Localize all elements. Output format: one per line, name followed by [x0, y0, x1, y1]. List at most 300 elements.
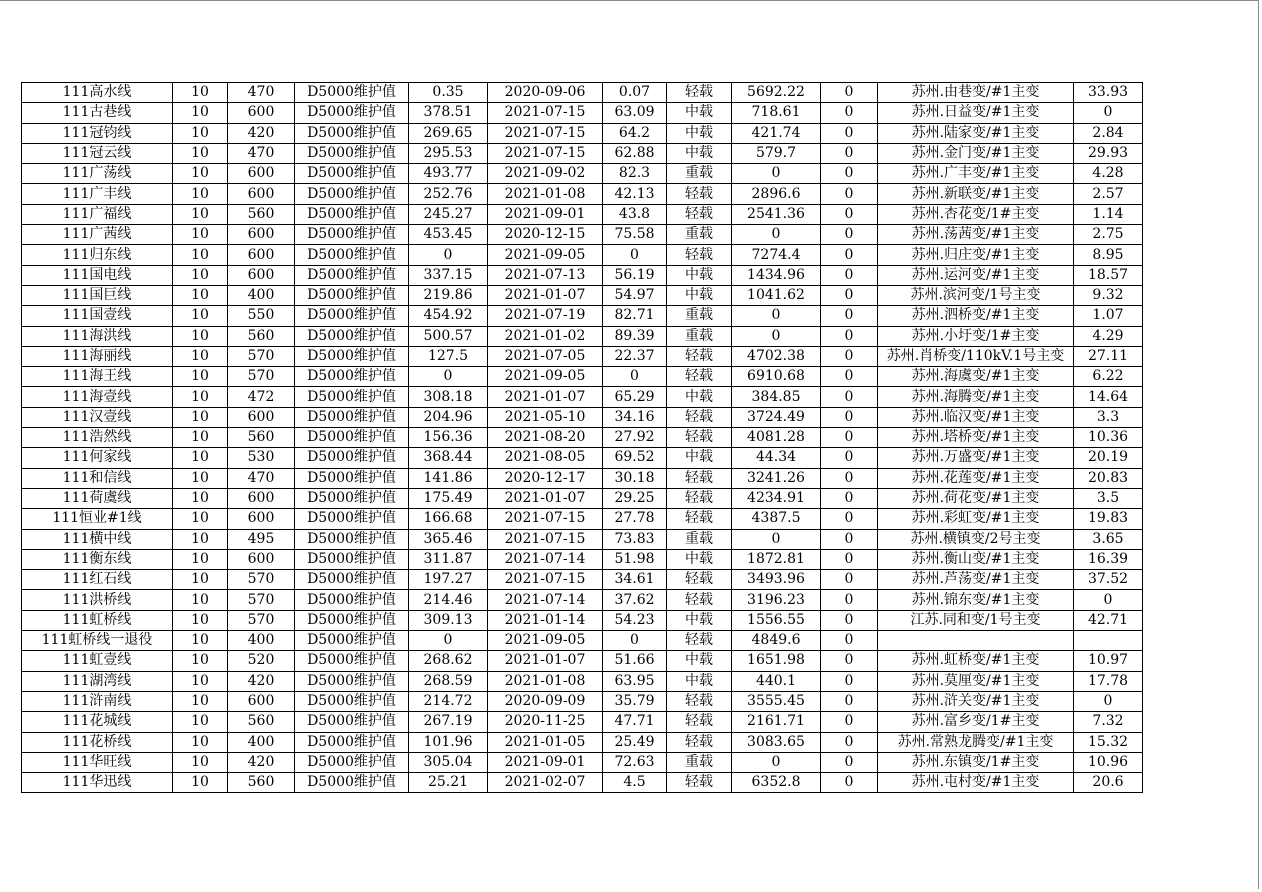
cell-substation[interactable]: 苏州.屯村变/#1主变: [878, 773, 1074, 793]
cell-load-rate[interactable]: 47.71: [603, 712, 667, 732]
cell-value[interactable]: 0: [1074, 103, 1143, 123]
cell-count[interactable]: 0: [821, 732, 878, 752]
cell-load-level[interactable]: 中载: [667, 448, 732, 468]
cell-value[interactable]: 9.32: [1074, 285, 1143, 305]
cell-load-level[interactable]: 中载: [667, 123, 732, 143]
cell-load-rate[interactable]: 0: [603, 631, 667, 651]
cell-voltage[interactable]: 10: [173, 123, 228, 143]
cell-source[interactable]: D5000维护值: [295, 143, 409, 163]
cell-line-name[interactable]: 111广丰线: [22, 184, 173, 204]
cell-voltage[interactable]: 10: [173, 651, 228, 671]
cell-load-level[interactable]: 轻载: [667, 773, 732, 793]
cell-voltage[interactable]: 10: [173, 610, 228, 630]
cell-load-rate[interactable]: 65.29: [603, 387, 667, 407]
cell-voltage[interactable]: 10: [173, 448, 228, 468]
cell-line-name[interactable]: 111广福线: [22, 204, 173, 224]
cell-date[interactable]: 2021-02-07: [488, 773, 603, 793]
cell-count[interactable]: 0: [821, 488, 878, 508]
cell-source[interactable]: D5000维护值: [295, 448, 409, 468]
cell-rated-current[interactable]: 550: [228, 306, 295, 326]
cell-voltage[interactable]: 10: [173, 265, 228, 285]
cell-current[interactable]: 252.76: [409, 184, 488, 204]
cell-rated-current[interactable]: 600: [228, 488, 295, 508]
cell-date[interactable]: 2021-07-14: [488, 590, 603, 610]
cell-count[interactable]: 0: [821, 773, 878, 793]
cell-value[interactable]: 8.95: [1074, 245, 1143, 265]
cell-source[interactable]: D5000维护值: [295, 712, 409, 732]
cell-count[interactable]: 0: [821, 468, 878, 488]
cell-spare-capacity[interactable]: 4387.5: [732, 509, 821, 529]
cell-spare-capacity[interactable]: 2896.6: [732, 184, 821, 204]
cell-date[interactable]: 2020-11-25: [488, 712, 603, 732]
cell-load-level[interactable]: 轻载: [667, 712, 732, 732]
cell-current[interactable]: 214.46: [409, 590, 488, 610]
cell-rated-current[interactable]: 600: [228, 691, 295, 711]
cell-load-level[interactable]: 中载: [667, 610, 732, 630]
cell-load-rate[interactable]: 72.63: [603, 752, 667, 772]
cell-spare-capacity[interactable]: 5692.22: [732, 83, 821, 103]
cell-rated-current[interactable]: 600: [228, 225, 295, 245]
cell-substation[interactable]: 苏州.横镇变/2号主变: [878, 529, 1074, 549]
cell-line-name[interactable]: 111广茜线: [22, 225, 173, 245]
cell-substation[interactable]: 苏州.荡茜变/#1主变: [878, 225, 1074, 245]
cell-substation[interactable]: 苏州.运河变/#1主变: [878, 265, 1074, 285]
cell-date[interactable]: 2021-07-15: [488, 529, 603, 549]
cell-load-rate[interactable]: 64.2: [603, 123, 667, 143]
cell-load-level[interactable]: 重载: [667, 326, 732, 346]
cell-current[interactable]: 309.13: [409, 610, 488, 630]
cell-load-level[interactable]: 重载: [667, 164, 732, 184]
cell-date[interactable]: 2020-12-15: [488, 225, 603, 245]
cell-count[interactable]: 0: [821, 225, 878, 245]
cell-source[interactable]: D5000维护值: [295, 245, 409, 265]
cell-substation[interactable]: 苏州.由巷变/#1主变: [878, 83, 1074, 103]
cell-load-rate[interactable]: 89.39: [603, 326, 667, 346]
cell-current[interactable]: 378.51: [409, 103, 488, 123]
cell-rated-current[interactable]: 600: [228, 103, 295, 123]
cell-current[interactable]: 311.87: [409, 549, 488, 569]
cell-source[interactable]: D5000维护值: [295, 265, 409, 285]
cell-source[interactable]: D5000维护值: [295, 103, 409, 123]
cell-date[interactable]: 2021-01-14: [488, 610, 603, 630]
cell-source[interactable]: D5000维护值: [295, 570, 409, 590]
cell-load-rate[interactable]: 75.58: [603, 225, 667, 245]
cell-substation[interactable]: 苏州.荷花变/#1主变: [878, 488, 1074, 508]
cell-count[interactable]: 0: [821, 265, 878, 285]
cell-current[interactable]: 219.86: [409, 285, 488, 305]
cell-current[interactable]: 197.27: [409, 570, 488, 590]
cell-count[interactable]: 0: [821, 326, 878, 346]
cell-substation[interactable]: 苏州.陆家变/#1主变: [878, 123, 1074, 143]
cell-count[interactable]: 0: [821, 570, 878, 590]
cell-substation[interactable]: 苏州.锦东变/#1主变: [878, 590, 1074, 610]
cell-spare-capacity[interactable]: 44.34: [732, 448, 821, 468]
cell-load-level[interactable]: 重载: [667, 529, 732, 549]
cell-date[interactable]: 2021-09-02: [488, 164, 603, 184]
cell-spare-capacity[interactable]: 1434.96: [732, 265, 821, 285]
cell-current[interactable]: 308.18: [409, 387, 488, 407]
cell-line-name[interactable]: 111何家线: [22, 448, 173, 468]
cell-source[interactable]: D5000维护值: [295, 549, 409, 569]
cell-line-name[interactable]: 111国壹线: [22, 306, 173, 326]
cell-spare-capacity[interactable]: 1651.98: [732, 651, 821, 671]
cell-current[interactable]: 156.36: [409, 428, 488, 448]
cell-rated-current[interactable]: 570: [228, 570, 295, 590]
cell-rated-current[interactable]: 560: [228, 428, 295, 448]
cell-load-level[interactable]: 轻载: [667, 590, 732, 610]
cell-load-rate[interactable]: 37.62: [603, 590, 667, 610]
cell-current[interactable]: 500.57: [409, 326, 488, 346]
cell-count[interactable]: 0: [821, 752, 878, 772]
cell-rated-current[interactable]: 600: [228, 509, 295, 529]
cell-spare-capacity[interactable]: 0: [732, 225, 821, 245]
cell-load-rate[interactable]: 34.16: [603, 407, 667, 427]
cell-rated-current[interactable]: 600: [228, 407, 295, 427]
cell-voltage[interactable]: 10: [173, 570, 228, 590]
cell-value[interactable]: 4.29: [1074, 326, 1143, 346]
cell-spare-capacity[interactable]: 7274.4: [732, 245, 821, 265]
cell-rated-current[interactable]: 600: [228, 245, 295, 265]
cell-current[interactable]: 101.96: [409, 732, 488, 752]
cell-rated-current[interactable]: 600: [228, 265, 295, 285]
cell-spare-capacity[interactable]: 1556.55: [732, 610, 821, 630]
cell-date[interactable]: 2020-09-09: [488, 691, 603, 711]
cell-voltage[interactable]: 10: [173, 773, 228, 793]
cell-spare-capacity[interactable]: 4702.38: [732, 346, 821, 366]
cell-current[interactable]: 166.68: [409, 509, 488, 529]
cell-load-rate[interactable]: 4.5: [603, 773, 667, 793]
cell-source[interactable]: D5000维护值: [295, 428, 409, 448]
cell-count[interactable]: 0: [821, 407, 878, 427]
cell-value[interactable]: 3.3: [1074, 407, 1143, 427]
cell-count[interactable]: 0: [821, 610, 878, 630]
cell-load-level[interactable]: 轻载: [667, 509, 732, 529]
cell-load-level[interactable]: 中载: [667, 387, 732, 407]
cell-count[interactable]: 0: [821, 367, 878, 387]
cell-voltage[interactable]: 10: [173, 83, 228, 103]
cell-load-level[interactable]: 轻载: [667, 346, 732, 366]
cell-date[interactable]: 2021-01-02: [488, 326, 603, 346]
cell-line-name[interactable]: 111虹桥线一退役: [22, 631, 173, 651]
cell-substation[interactable]: 苏州.富乡变/1#主变: [878, 712, 1074, 732]
cell-value[interactable]: 37.52: [1074, 570, 1143, 590]
cell-line-name[interactable]: 111红石线: [22, 570, 173, 590]
cell-value[interactable]: 0: [1074, 691, 1143, 711]
cell-rated-current[interactable]: 560: [228, 326, 295, 346]
cell-load-level[interactable]: 轻载: [667, 184, 732, 204]
cell-substation[interactable]: [878, 631, 1074, 651]
cell-spare-capacity[interactable]: 3083.65: [732, 732, 821, 752]
cell-voltage[interactable]: 10: [173, 204, 228, 224]
cell-rated-current[interactable]: 570: [228, 346, 295, 366]
cell-value[interactable]: 2.57: [1074, 184, 1143, 204]
cell-load-level[interactable]: 轻载: [667, 407, 732, 427]
cell-source[interactable]: D5000维护值: [295, 631, 409, 651]
cell-line-name[interactable]: 111浩然线: [22, 428, 173, 448]
cell-source[interactable]: D5000维护值: [295, 407, 409, 427]
cell-count[interactable]: 0: [821, 428, 878, 448]
cell-substation[interactable]: 苏州.莫厘变/#1主变: [878, 671, 1074, 691]
cell-line-name[interactable]: 111横中线: [22, 529, 173, 549]
cell-load-level[interactable]: 中载: [667, 143, 732, 163]
cell-source[interactable]: D5000维护值: [295, 691, 409, 711]
cell-load-rate[interactable]: 0: [603, 367, 667, 387]
cell-spare-capacity[interactable]: 3493.96: [732, 570, 821, 590]
cell-spare-capacity[interactable]: 579.7: [732, 143, 821, 163]
cell-value[interactable]: [1074, 631, 1143, 651]
cell-value[interactable]: 18.57: [1074, 265, 1143, 285]
cell-load-rate[interactable]: 54.97: [603, 285, 667, 305]
cell-load-level[interactable]: 中载: [667, 549, 732, 569]
cell-source[interactable]: D5000维护值: [295, 184, 409, 204]
cell-source[interactable]: D5000维护值: [295, 326, 409, 346]
cell-substation[interactable]: 苏州.衡山变/#1主变: [878, 549, 1074, 569]
cell-date[interactable]: 2021-07-19: [488, 306, 603, 326]
cell-voltage[interactable]: 10: [173, 712, 228, 732]
cell-load-level[interactable]: 轻载: [667, 691, 732, 711]
cell-spare-capacity[interactable]: 3241.26: [732, 468, 821, 488]
cell-substation[interactable]: 江苏.同和变/1号主变: [878, 610, 1074, 630]
cell-voltage[interactable]: 10: [173, 225, 228, 245]
cell-spare-capacity[interactable]: 0: [732, 752, 821, 772]
cell-voltage[interactable]: 10: [173, 428, 228, 448]
cell-line-name[interactable]: 111国巨线: [22, 285, 173, 305]
cell-current[interactable]: 268.62: [409, 651, 488, 671]
cell-spare-capacity[interactable]: 4234.91: [732, 488, 821, 508]
cell-source[interactable]: D5000维护值: [295, 488, 409, 508]
cell-date[interactable]: 2021-09-05: [488, 367, 603, 387]
cell-count[interactable]: 0: [821, 387, 878, 407]
cell-load-level[interactable]: 轻载: [667, 83, 732, 103]
cell-rated-current[interactable]: 560: [228, 773, 295, 793]
cell-line-name[interactable]: 111花城线: [22, 712, 173, 732]
cell-substation[interactable]: 苏州.小圩变/1#主变: [878, 326, 1074, 346]
cell-source[interactable]: D5000维护值: [295, 83, 409, 103]
cell-line-name[interactable]: 111归东线: [22, 245, 173, 265]
cell-load-rate[interactable]: 22.37: [603, 346, 667, 366]
cell-line-name[interactable]: 111海王线: [22, 367, 173, 387]
cell-rated-current[interactable]: 420: [228, 671, 295, 691]
cell-voltage[interactable]: 10: [173, 549, 228, 569]
cell-line-name[interactable]: 111古巷线: [22, 103, 173, 123]
cell-spare-capacity[interactable]: 2161.71: [732, 712, 821, 732]
cell-rated-current[interactable]: 495: [228, 529, 295, 549]
cell-date[interactable]: 2021-05-10: [488, 407, 603, 427]
cell-count[interactable]: 0: [821, 143, 878, 163]
cell-rated-current[interactable]: 530: [228, 448, 295, 468]
cell-date[interactable]: 2021-07-15: [488, 143, 603, 163]
cell-value[interactable]: 17.78: [1074, 671, 1143, 691]
cell-load-rate[interactable]: 34.61: [603, 570, 667, 590]
cell-line-name[interactable]: 111华旺线: [22, 752, 173, 772]
cell-value[interactable]: 6.22: [1074, 367, 1143, 387]
cell-voltage[interactable]: 10: [173, 509, 228, 529]
cell-load-rate[interactable]: 0: [603, 245, 667, 265]
cell-rated-current[interactable]: 570: [228, 610, 295, 630]
cell-rated-current[interactable]: 570: [228, 590, 295, 610]
cell-rated-current[interactable]: 400: [228, 732, 295, 752]
cell-date[interactable]: 2021-09-05: [488, 245, 603, 265]
cell-rated-current[interactable]: 470: [228, 83, 295, 103]
cell-voltage[interactable]: 10: [173, 752, 228, 772]
cell-substation[interactable]: 苏州.日益变/#1主变: [878, 103, 1074, 123]
cell-rated-current[interactable]: 560: [228, 204, 295, 224]
cell-date[interactable]: 2021-08-05: [488, 448, 603, 468]
cell-count[interactable]: 0: [821, 83, 878, 103]
cell-current[interactable]: 295.53: [409, 143, 488, 163]
cell-count[interactable]: 0: [821, 306, 878, 326]
cell-load-level[interactable]: 重载: [667, 306, 732, 326]
cell-source[interactable]: D5000维护值: [295, 346, 409, 366]
cell-load-level[interactable]: 轻载: [667, 488, 732, 508]
cell-substation[interactable]: 苏州.海虞变/#1主变: [878, 367, 1074, 387]
cell-rated-current[interactable]: 470: [228, 143, 295, 163]
cell-value[interactable]: 10.96: [1074, 752, 1143, 772]
cell-count[interactable]: 0: [821, 651, 878, 671]
cell-load-level[interactable]: 轻载: [667, 428, 732, 448]
cell-load-level[interactable]: 轻载: [667, 732, 732, 752]
cell-current[interactable]: 245.27: [409, 204, 488, 224]
cell-current[interactable]: 0: [409, 631, 488, 651]
cell-substation[interactable]: 苏州.泗桥变/#1主变: [878, 306, 1074, 326]
cell-source[interactable]: D5000维护值: [295, 773, 409, 793]
cell-count[interactable]: 0: [821, 712, 878, 732]
cell-load-level[interactable]: 轻载: [667, 245, 732, 265]
cell-value[interactable]: 3.65: [1074, 529, 1143, 549]
cell-count[interactable]: 0: [821, 549, 878, 569]
cell-rated-current[interactable]: 560: [228, 712, 295, 732]
cell-spare-capacity[interactable]: 718.61: [732, 103, 821, 123]
cell-current[interactable]: 454.92: [409, 306, 488, 326]
cell-line-name[interactable]: 111海洪线: [22, 326, 173, 346]
cell-load-rate[interactable]: 73.83: [603, 529, 667, 549]
cell-date[interactable]: 2021-07-15: [488, 509, 603, 529]
cell-voltage[interactable]: 10: [173, 285, 228, 305]
cell-date[interactable]: 2021-07-05: [488, 346, 603, 366]
cell-source[interactable]: D5000维护值: [295, 164, 409, 184]
cell-spare-capacity[interactable]: 1041.62: [732, 285, 821, 305]
cell-date[interactable]: 2021-09-01: [488, 204, 603, 224]
cell-value[interactable]: 20.83: [1074, 468, 1143, 488]
cell-current[interactable]: 204.96: [409, 407, 488, 427]
cell-current[interactable]: 0.35: [409, 83, 488, 103]
cell-value[interactable]: 1.07: [1074, 306, 1143, 326]
cell-substation[interactable]: 苏州.广丰变/#1主变: [878, 164, 1074, 184]
cell-date[interactable]: 2021-01-07: [488, 387, 603, 407]
cell-spare-capacity[interactable]: 1872.81: [732, 549, 821, 569]
cell-spare-capacity[interactable]: 6352.8: [732, 773, 821, 793]
cell-count[interactable]: 0: [821, 631, 878, 651]
cell-substation[interactable]: 苏州.东镇变/1#主变: [878, 752, 1074, 772]
cell-source[interactable]: D5000维护值: [295, 610, 409, 630]
cell-spare-capacity[interactable]: 4849.6: [732, 631, 821, 651]
cell-date[interactable]: 2021-07-15: [488, 103, 603, 123]
cell-voltage[interactable]: 10: [173, 326, 228, 346]
cell-source[interactable]: D5000维护值: [295, 651, 409, 671]
cell-rated-current[interactable]: 570: [228, 367, 295, 387]
cell-count[interactable]: 0: [821, 529, 878, 549]
cell-line-name[interactable]: 111和信线: [22, 468, 173, 488]
cell-count[interactable]: 0: [821, 448, 878, 468]
cell-value[interactable]: 3.5: [1074, 488, 1143, 508]
cell-source[interactable]: D5000维护值: [295, 306, 409, 326]
cell-line-name[interactable]: 111虹壹线: [22, 651, 173, 671]
cell-current[interactable]: 25.21: [409, 773, 488, 793]
cell-voltage[interactable]: 10: [173, 468, 228, 488]
cell-spare-capacity[interactable]: 384.85: [732, 387, 821, 407]
cell-value[interactable]: 19.83: [1074, 509, 1143, 529]
cell-line-name[interactable]: 111汉壹线: [22, 407, 173, 427]
cell-current[interactable]: 268.59: [409, 671, 488, 691]
cell-line-name[interactable]: 111高水线: [22, 83, 173, 103]
cell-spare-capacity[interactable]: 0: [732, 326, 821, 346]
cell-voltage[interactable]: 10: [173, 245, 228, 265]
cell-date[interactable]: 2021-07-15: [488, 123, 603, 143]
cell-load-rate[interactable]: 51.66: [603, 651, 667, 671]
cell-current[interactable]: 127.5: [409, 346, 488, 366]
cell-load-rate[interactable]: 54.23: [603, 610, 667, 630]
cell-value[interactable]: 0: [1074, 590, 1143, 610]
cell-voltage[interactable]: 10: [173, 143, 228, 163]
cell-substation[interactable]: 苏州.浒关变/#1主变: [878, 691, 1074, 711]
cell-load-rate[interactable]: 82.71: [603, 306, 667, 326]
cell-load-rate[interactable]: 25.49: [603, 732, 667, 752]
cell-spare-capacity[interactable]: 6910.68: [732, 367, 821, 387]
cell-load-level[interactable]: 轻载: [667, 570, 732, 590]
cell-date[interactable]: 2021-09-01: [488, 752, 603, 772]
cell-spare-capacity[interactable]: 3555.45: [732, 691, 821, 711]
cell-line-name[interactable]: 111冠云线: [22, 143, 173, 163]
cell-date[interactable]: 2020-09-06: [488, 83, 603, 103]
cell-value[interactable]: 20.6: [1074, 773, 1143, 793]
cell-load-rate[interactable]: 69.52: [603, 448, 667, 468]
cell-load-level[interactable]: 中载: [667, 285, 732, 305]
cell-voltage[interactable]: 10: [173, 103, 228, 123]
cell-current[interactable]: 365.46: [409, 529, 488, 549]
cell-line-name[interactable]: 111衡东线: [22, 549, 173, 569]
cell-voltage[interactable]: 10: [173, 367, 228, 387]
cell-source[interactable]: D5000维护值: [295, 387, 409, 407]
cell-rated-current[interactable]: 400: [228, 631, 295, 651]
cell-current[interactable]: 305.04: [409, 752, 488, 772]
cell-line-name[interactable]: 111广荡线: [22, 164, 173, 184]
cell-spare-capacity[interactable]: 3196.23: [732, 590, 821, 610]
cell-spare-capacity[interactable]: 0: [732, 529, 821, 549]
cell-source[interactable]: D5000维护值: [295, 590, 409, 610]
cell-current[interactable]: 269.65: [409, 123, 488, 143]
cell-load-rate[interactable]: 42.13: [603, 184, 667, 204]
cell-spare-capacity[interactable]: 0: [732, 306, 821, 326]
cell-load-level[interactable]: 中载: [667, 265, 732, 285]
cell-value[interactable]: 4.28: [1074, 164, 1143, 184]
cell-substation[interactable]: 苏州.芦荡变/#1主变: [878, 570, 1074, 590]
cell-spare-capacity[interactable]: 2541.36: [732, 204, 821, 224]
cell-date[interactable]: 2021-01-05: [488, 732, 603, 752]
cell-voltage[interactable]: 10: [173, 184, 228, 204]
cell-rated-current[interactable]: 420: [228, 752, 295, 772]
cell-value[interactable]: 33.93: [1074, 83, 1143, 103]
cell-rated-current[interactable]: 420: [228, 123, 295, 143]
cell-load-level[interactable]: 中载: [667, 651, 732, 671]
cell-voltage[interactable]: 10: [173, 529, 228, 549]
cell-rated-current[interactable]: 600: [228, 164, 295, 184]
cell-load-rate[interactable]: 29.25: [603, 488, 667, 508]
cell-substation[interactable]: 苏州.杏花变/1#主变: [878, 204, 1074, 224]
cell-source[interactable]: D5000维护值: [295, 732, 409, 752]
cell-current[interactable]: 368.44: [409, 448, 488, 468]
cell-source[interactable]: D5000维护值: [295, 529, 409, 549]
cell-load-level[interactable]: 中载: [667, 103, 732, 123]
